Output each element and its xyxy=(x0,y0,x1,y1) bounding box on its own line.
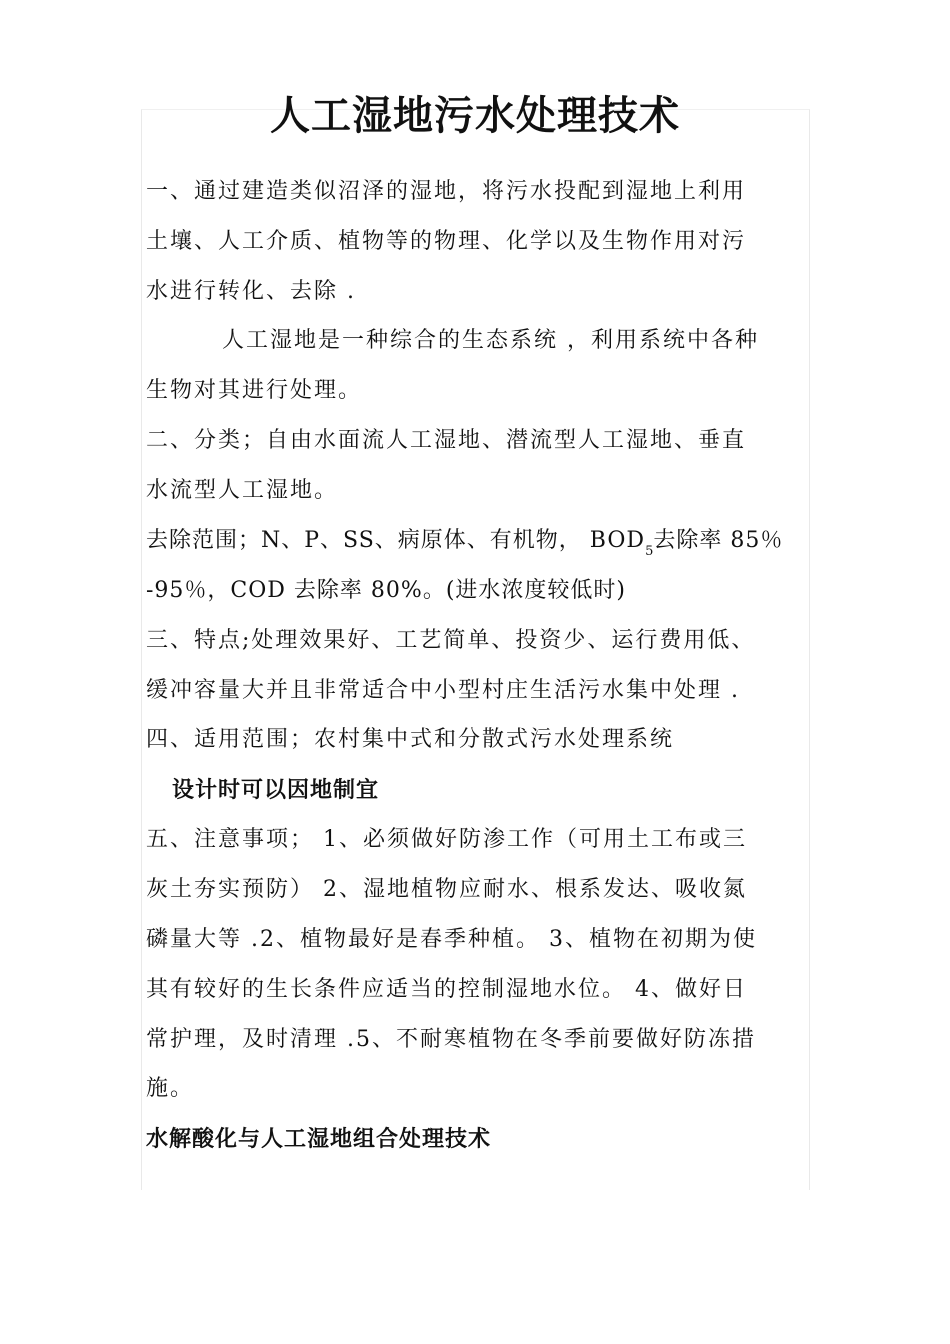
paragraph-line-11: 缓冲容量大并且非常适合中小型村庄生活污水集中处理 . xyxy=(146,678,740,703)
paragraph-line-1: 一、通过建造类似沼泽的湿地，将污水投配到湿地上利用 xyxy=(146,179,747,204)
paragraph-line-15: 灰土夯实预防） 2、湿地植物应耐水、根系发达、吸收氮 xyxy=(146,877,747,902)
section-heading: 水解酸化与人工湿地组合处理技术 xyxy=(146,1126,492,1152)
paragraph-line-19: 施。 xyxy=(146,1076,195,1101)
document-title: 人工湿地污水处理技术 xyxy=(270,93,680,139)
paragraph-line-5: 生物对其进行处理。 xyxy=(146,378,363,403)
paragraph-line-8 xyxy=(146,526,783,567)
paragraph-line-17: 其有较好的生长条件应适当的控制湿地水位。 4、做好日 xyxy=(146,977,747,1002)
paragraph-line-3: 水进行转化、去除 . xyxy=(146,279,356,304)
removal-range-text: 去除范围；N、P、SS、病原体、有机物， BOD xyxy=(146,528,646,553)
paragraph-line-18: 常护理，及时清理 .5、不耐寒植物在冬季前要做好防冻措 xyxy=(146,1027,756,1052)
paragraph-line-10: 三、特点;处理效果好、工艺简单、投资少、运行费用低、 xyxy=(146,628,756,653)
paragraph-line-16: 磷量大等 .2、植物最好是春季种植。 3、植物在初期为使 xyxy=(146,927,757,952)
paragraph-line-2: 土壤、人工介质、植物等的物理、化学以及生物作用对污 xyxy=(146,229,747,254)
paragraph-line-13: 设计时可以因地制宜 xyxy=(172,777,380,803)
paragraph-line-7: 水流型人工湿地。 xyxy=(146,478,339,503)
paragraph-line-4: 人工湿地是一种综合的生态系统 ，利用系统中各种 xyxy=(222,328,759,353)
paragraph-line-14: 五、注意事项； 1、必须做好防渗工作（可用土工布或三 xyxy=(146,827,747,852)
paragraph-line-9: -95％，COD 去除率 80%。(进水浓度较低时) xyxy=(146,578,626,603)
paragraph-line-6: 二、分类；自由水面流人工湿地、潜流型人工湿地、垂直 xyxy=(146,428,747,453)
removal-rate-text: 去除率 85％ xyxy=(653,528,784,553)
paragraph-line-12: 四、适用范围；农村集中式和分散式污水处理系统 xyxy=(146,727,675,752)
bod-subscript: 5 xyxy=(645,544,654,559)
